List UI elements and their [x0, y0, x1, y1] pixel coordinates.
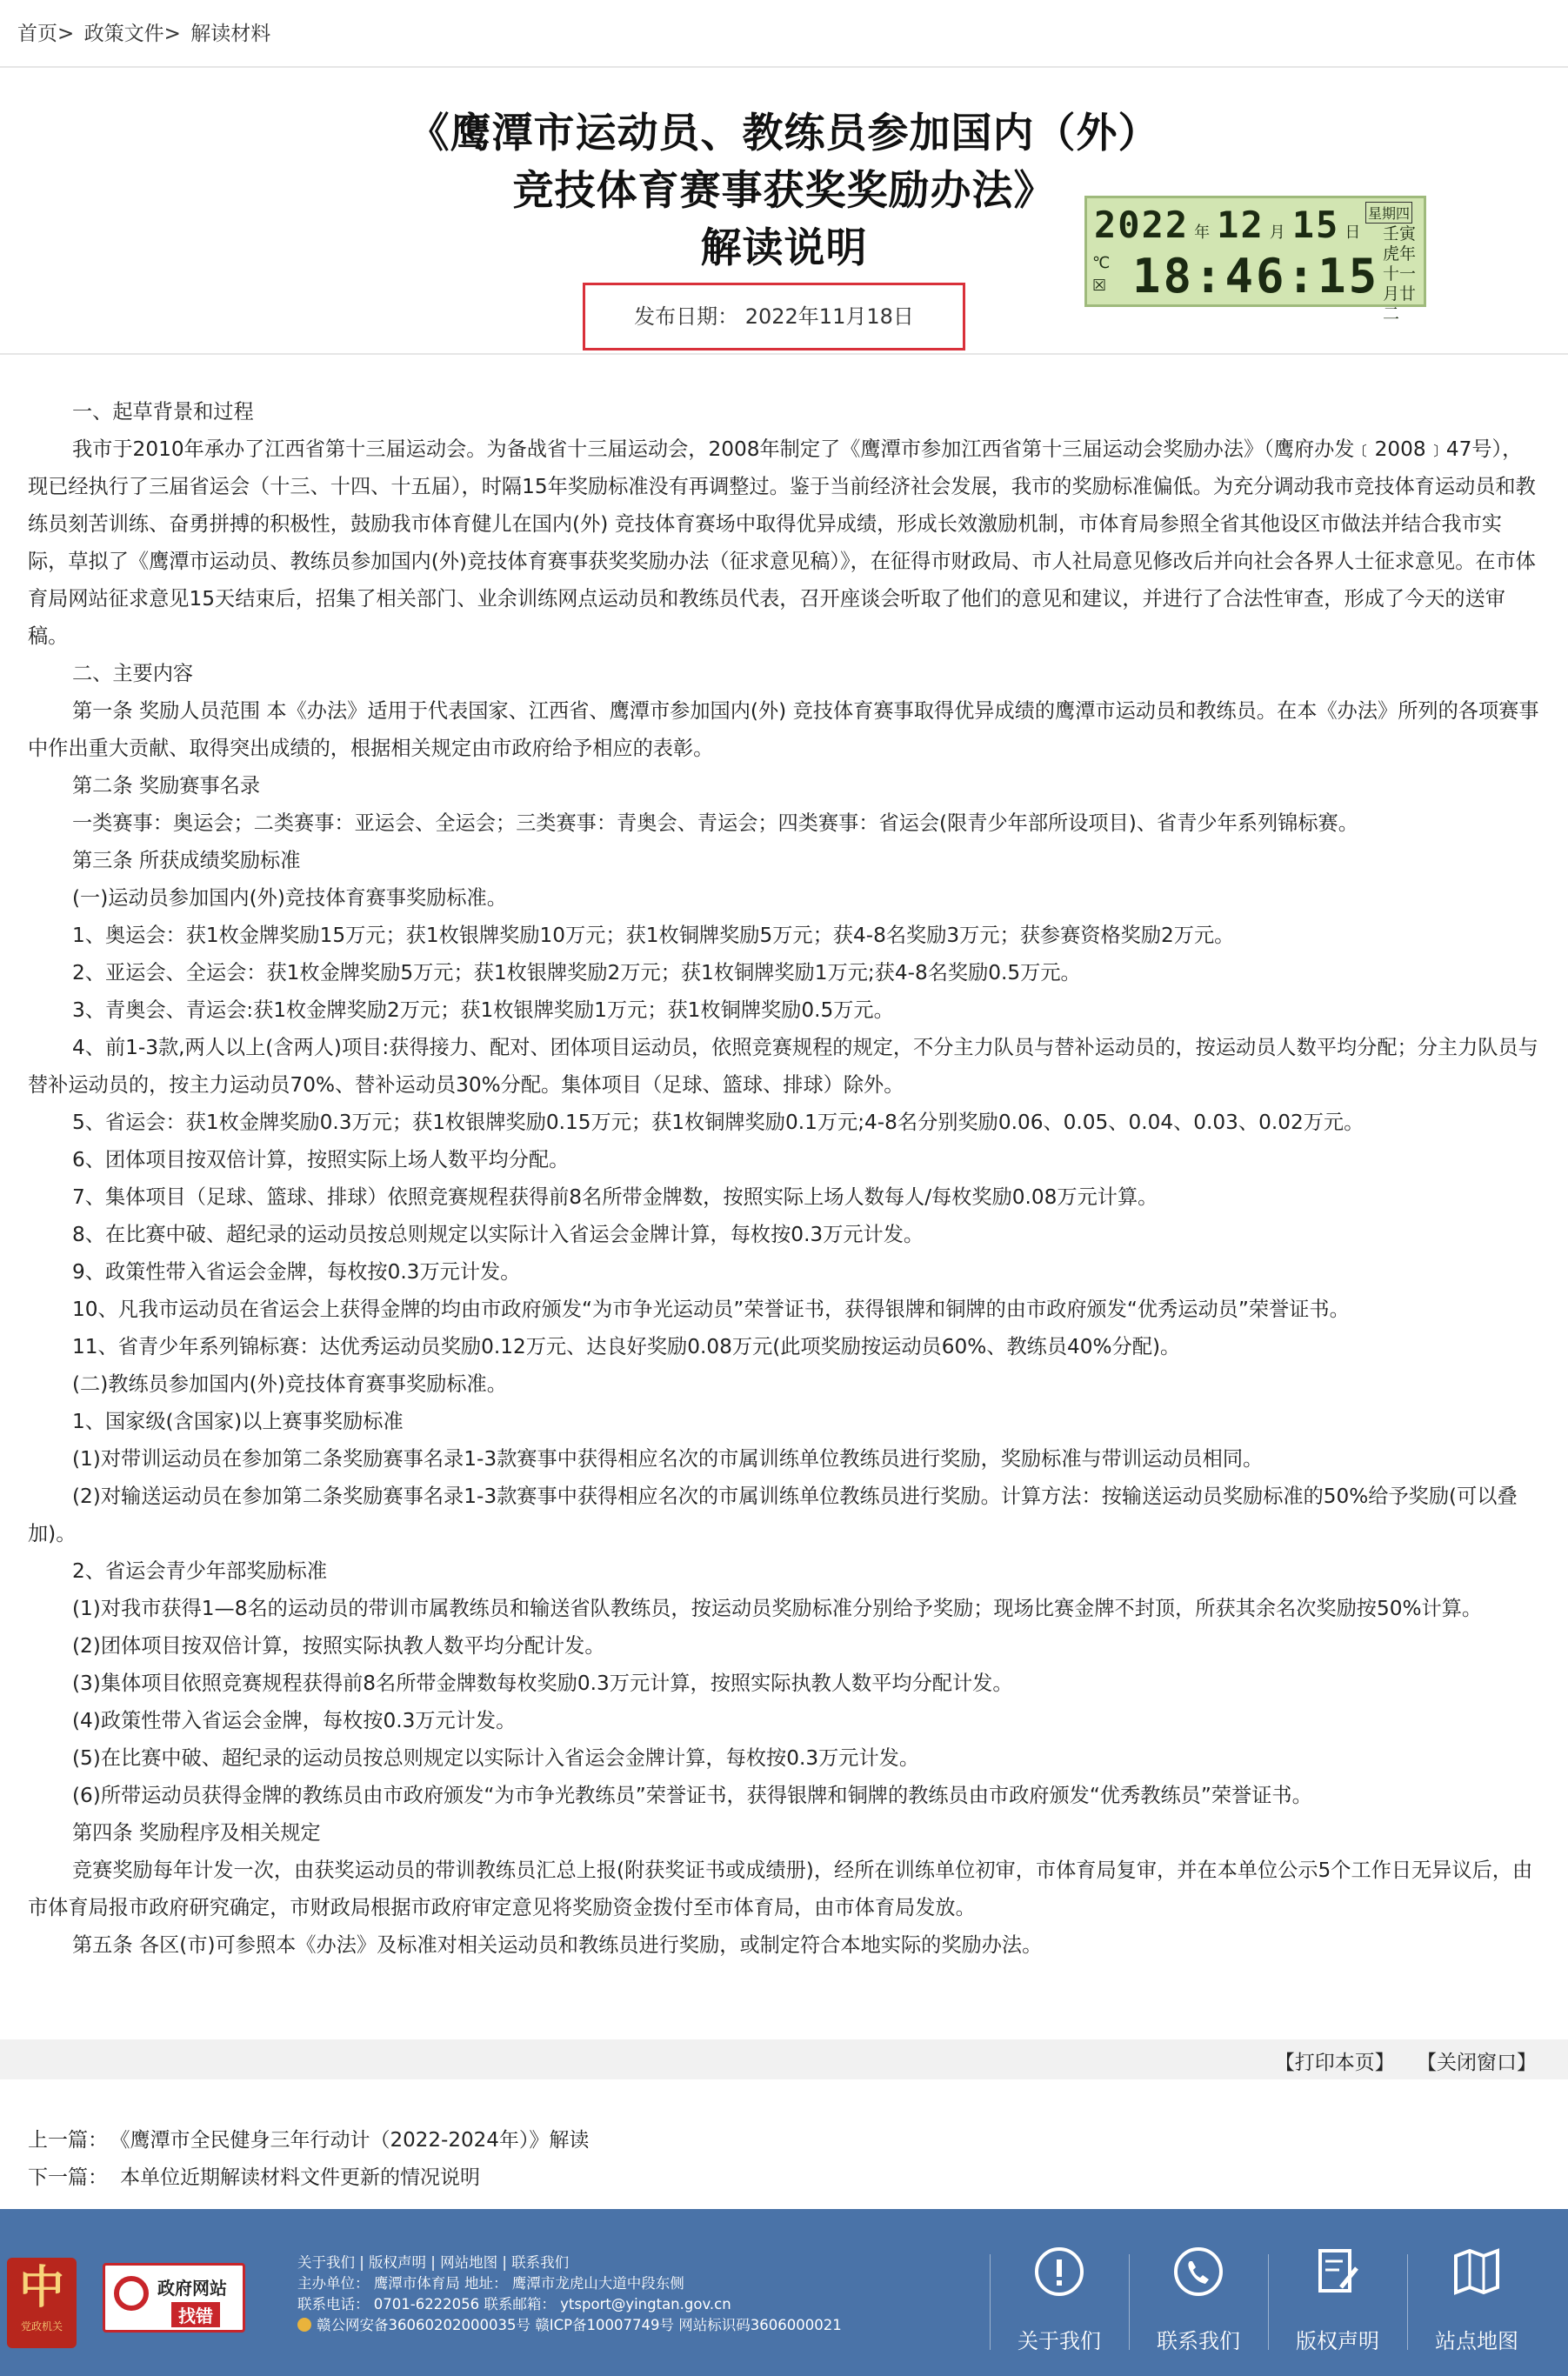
clock-date	[1094, 204, 1367, 246]
alarm-icon: ☒	[1092, 277, 1107, 295]
publish-date: 发布日期： 2022年11月18日	[583, 283, 965, 350]
article-paragraph: 4、前1-3款,两人以上(含两人)项目:获得接力、配对、团体项目运动员，依照竞赛规程的规定，不分主力队员与替补运动员的，按运动员人数平均分配；分主力队员与替补运动员的，按主力运动员70%、替补运动员30%分配。集体项目（足球、篮球、排球）除外。	[28, 1036, 1538, 1097]
breadcrumb-bar	[0, 0, 1568, 68]
prev-article	[28, 2122, 589, 2159]
footer-icp-text[interactable]: 赣公网安备36060202000035号 赣ICP备10007749号 网站标识码3606000021	[317, 2317, 842, 2333]
magnifier-icon	[114, 2276, 149, 2311]
next-article-link[interactable]: 本单位近期解读材料文件更新的情况说明	[120, 2166, 480, 2189]
phone-icon	[1171, 2244, 1226, 2299]
report-error-subtitle: 找错	[171, 2302, 220, 2327]
article-paragraph: 6、团体项目按双倍计算，按照实际上场人数平均分配。	[72, 1148, 570, 1171]
article-paragraph: (2)对输送运动员在参加第二条奖励赛事名录1-3款赛事中获得相应名次的市属训练单位教练员进行奖励。计算方法：按输送运动员奖励标准的50%给予奖励(可以叠加)。	[28, 1485, 1518, 1545]
footer-contact: 联系电话： 0701-6222056 联系邮箱： ytsport@yingtan.gov.cn	[297, 2296, 731, 2313]
clock-weekday: 星期四	[1365, 202, 1412, 224]
article-paragraph: (1)对我市获得1—8名的运动员的带训市属教练员和输送省队教练员，按运动员奖励标准分别给予奖励；现场比赛金牌不封顶，所获其余名次奖励按50%计算。	[72, 1597, 1483, 1620]
clock-lunar-date: 壬寅虎年十一月廿二	[1383, 224, 1417, 324]
article-paragraph: 二、主要内容	[72, 662, 194, 685]
article-paragraph: 竞赛奖励每年计发一次，由获奖运动员的带训教练员汇总上报(附获奖证书或成绩册)，经所在训练单位初审，市体育局复审，并在本单位公示5个工作日无异议后，由市体育局报市政府研究确定，市财政局根据市政府审定意见将奖励资金拨付至市体育局，由市体育局发放。	[28, 1859, 1533, 1919]
title-line-1: 《鹰潭市运动员、教练员参加国内（外）	[408, 110, 1160, 157]
clock-day: 15	[1291, 204, 1340, 246]
badge-emblem-icon: 中	[18, 2262, 64, 2314]
clock-month: 12	[1217, 204, 1264, 246]
footer-nav-about[interactable]	[990, 2209, 1129, 2376]
title-line-2: 竞技体育赛事获奖奖励办法》	[512, 167, 1056, 215]
info-icon	[1031, 2244, 1087, 2299]
clock-year: 2022	[1094, 204, 1190, 246]
article-paragraph: (1)对带训运动员在参加第二条奖励赛事名录1-3款赛事中获得相应名次的市属训练单位教练员进行奖励，奖励标准与带训运动员相同。	[72, 1447, 1264, 1471]
footer-host: 主办单位： 鹰潭市体育局 地址： 鹰潭市龙虎山大道中段东侧	[297, 2275, 684, 2292]
article-body	[28, 393, 1541, 1964]
breadcrumb	[17, 17, 274, 46]
report-error-badge[interactable]	[103, 2263, 245, 2333]
article-paragraph: 7、集体项目（足球、篮球、排球）依照竞赛规程获得前8名所带金牌数，按照实际上场人数每人/每枚奖励0.08万元计算。	[72, 1185, 1158, 1209]
next-label: 下一篇：	[28, 2166, 108, 2189]
footer-nav-sitemap-label: 站点地图	[1435, 2329, 1518, 2353]
article-paragraph: 1、奥运会：获1枚金牌奖励15万元；获1枚银牌奖励10万元；获1枚铜牌奖励5万元；获4-8名奖励3万元；获参赛资格奖励2万元。	[72, 924, 1235, 947]
article-paragraph: 3、青奥会、青运会:获1枚金牌奖励2万元；获1枚银牌奖励1万元；获1枚铜牌奖励0.5万元。	[72, 998, 894, 1022]
article-paragraph: 10、凡我市运动员在省运会上获得金牌的均由市政府颁发“为市争光运动员”荣誉证书，获得银牌和铜牌的由市政府颁发“优秀运动员”荣誉证书。	[72, 1298, 1350, 1321]
footer-nav-copyright-label: 版权声明	[1296, 2329, 1379, 2353]
article-paragraph: 一、起草背景和过程	[72, 400, 254, 424]
prev-article-link[interactable]: 《鹰潭市全民健身三年行动计（2022-2024年）》解读	[120, 2129, 590, 2152]
footer-info	[297, 2253, 842, 2336]
prev-next-nav	[28, 2122, 589, 2197]
article-paragraph: 第一条 奖励人员范围 本《办法》适用于代表国家、江西省、鹰潭市参加国内(外) 竞技体育赛事取得优异成绩的鹰潭市运动员和教练员。在本《办法》所列的各项赛事中作出重大贡献、取得突出成绩的，根据相关规定由市政府给予相应的表彰。	[28, 699, 1539, 760]
clock-time: 18:46:15	[1132, 249, 1380, 304]
clock-side-icons	[1092, 252, 1110, 297]
article-paragraph: 2、省运会青少年部奖励标准	[72, 1559, 328, 1583]
prev-label: 上一篇：	[28, 2129, 108, 2152]
breadcrumb-policy-link[interactable]: 政策文件>	[83, 23, 181, 45]
article-paragraph: (5)在比赛中破、超纪录的运动员按总则规定以实际计入省运会金牌计算，每枚按0.3万元计发。	[72, 1746, 920, 1770]
article-paragraph: 我市于2010年承办了江西省第十三届运动会。为备战省十三届运动会，2008年制定了《鹰潭市参加江西省第十三届运动会奖励办法》（鹰府办发﹝2008﹞47号），现已经执行了三届省运会（十三、十四、十五届），时隔15年奖励标准没有再调整过。鉴于当前经济社会发展，我市的奖励标准偏低。为充分调动我市竞技体育运动员和教练员刻苦训练、奋勇拼搏的积极性，鼓励我市体育健儿在国内(外) 竞技体育赛场中取得优异成绩，形成长效激励机制，市体育局参照全省其他设区市做法并结合我市实际，草拟了《鹰潭市运动员、教练员参加国内(外)竞技体育赛事获奖奖励办法（征求意见稿）》，在征得市财政局、市人社局意见修改后并向社会各界人士征求意见。在市体育局网站征求意见15天结束后，招集了相关部门、业余训练网点运动员和教练员代表，召开座谈会听取了他们的意见和建议，并进行了合法性审查，形成了今天的送审稿。	[28, 437, 1536, 648]
police-badge-icon	[297, 2318, 311, 2332]
article-paragraph: 8、在比赛中破、超纪录的运动员按总则规定以实际计入省运会金牌计算，每枚按0.3万元计发。	[72, 1223, 924, 1246]
article-tools-bar	[0, 2039, 1568, 2079]
clock-widget	[1084, 196, 1426, 324]
article-paragraph: 11、省青少年系列锦标赛：达优秀运动员奖励0.12万元、达良好奖励0.08万元(此项奖励按运动员60%、教练员40%分配)。	[72, 1335, 1181, 1358]
article-paragraph: (3)集体项目依照竞赛规程获得前8名所带金牌数每枚奖励0.3万元计算，按照实际执教人数平均分配计发。	[72, 1672, 1013, 1695]
article-paragraph: 第五条 各区(市)可参照本《办法》及标准对相关运动员和教练员进行奖励，或制定符合本地实际的奖励办法。	[72, 1933, 1043, 1957]
article-paragraph: 2、亚运会、全运会：获1枚金牌奖励5万元；获1枚银牌奖励2万元；获1枚铜牌奖励1万元;获4-8名奖励0.5万元。	[72, 961, 1081, 984]
article-paragraph: 一类赛事：奥运会；二类赛事：亚运会、全运会；三类赛事：青奥会、青运会；四类赛事：省运会(限青少年部所设项目)、省青少年系列锦标赛。	[72, 811, 1358, 835]
next-article	[28, 2159, 589, 2197]
clock-day-unit: 日	[1344, 224, 1363, 242]
print-page-link[interactable]: 【打印本页】	[1274, 2052, 1395, 2074]
site-footer	[0, 2209, 1568, 2376]
footer-nav-copyright[interactable]	[1268, 2209, 1407, 2376]
document-edit-icon	[1310, 2244, 1365, 2299]
footer-nav-sitemap[interactable]	[1407, 2209, 1546, 2376]
clock-month-unit: 月	[1269, 224, 1287, 242]
breadcrumb-current[interactable]: 解读材料	[190, 23, 271, 45]
celsius-icon: ℃	[1092, 254, 1111, 272]
article-paragraph: 第二条 奖励赛事名录	[72, 774, 261, 798]
footer-nav-contact-label: 联系我们	[1157, 2329, 1240, 2353]
footer-nav-about-label: 关于我们	[1018, 2329, 1101, 2353]
article-paragraph: (4)政策性带入省运会金牌，每枚按0.3万元计发。	[72, 1709, 517, 1732]
map-icon	[1449, 2244, 1505, 2299]
clock-year-unit: 年	[1194, 224, 1212, 242]
party-government-badge[interactable]	[7, 2258, 77, 2348]
article-paragraph: 1、国家级(含国家)以上赛事奖励标准	[72, 1410, 404, 1433]
article-paragraph: (2)团体项目按双倍计算，按照实际执教人数平均分配计发。	[72, 1634, 605, 1658]
footer-links[interactable]: 关于我们 | 版权声明 | 网站地图 | 联系我们	[297, 2254, 570, 2271]
article-paragraph: 9、政策性带入省运会金牌，每枚按0.3万元计发。	[72, 1260, 521, 1284]
article-paragraph: (6)所带运动员获得金牌的教练员由市政府颁发“为市争光教练员”荣誉证书，获得银牌和铜牌的教练员由市政府颁发“优秀教练员”荣誉证书。	[72, 1784, 1312, 1807]
badge-label: 党政机关	[20, 2320, 63, 2333]
article-paragraph: 第三条 所获成绩奖励标准	[72, 849, 301, 872]
article-paragraph: 5、省运会：获1枚金牌奖励0.3万元；获1枚银牌奖励0.15万元；获1枚铜牌奖励0.1万元;4-8名分别奖励0.06、0.05、0.04、0.03、0.02万元。	[72, 1111, 1364, 1134]
footer-icp	[297, 2315, 842, 2336]
article-paragraph: (一)运动员参加国内(外)竞技体育赛事奖励标准。	[72, 886, 507, 910]
divider	[0, 353, 1568, 355]
footer-nav-contact[interactable]	[1129, 2209, 1268, 2376]
article-paragraph: (二)教练员参加国内(外)竞技体育赛事奖励标准。	[72, 1372, 507, 1396]
article-paragraph: 第四条 奖励程序及相关规定	[72, 1821, 321, 1845]
close-window-link[interactable]: 【关闭窗口】	[1417, 2052, 1537, 2074]
title-line-3: 解读说明	[700, 224, 868, 272]
breadcrumb-home-link[interactable]: 首页>	[17, 23, 75, 45]
report-error-title: 政府网站	[157, 2278, 227, 2299]
